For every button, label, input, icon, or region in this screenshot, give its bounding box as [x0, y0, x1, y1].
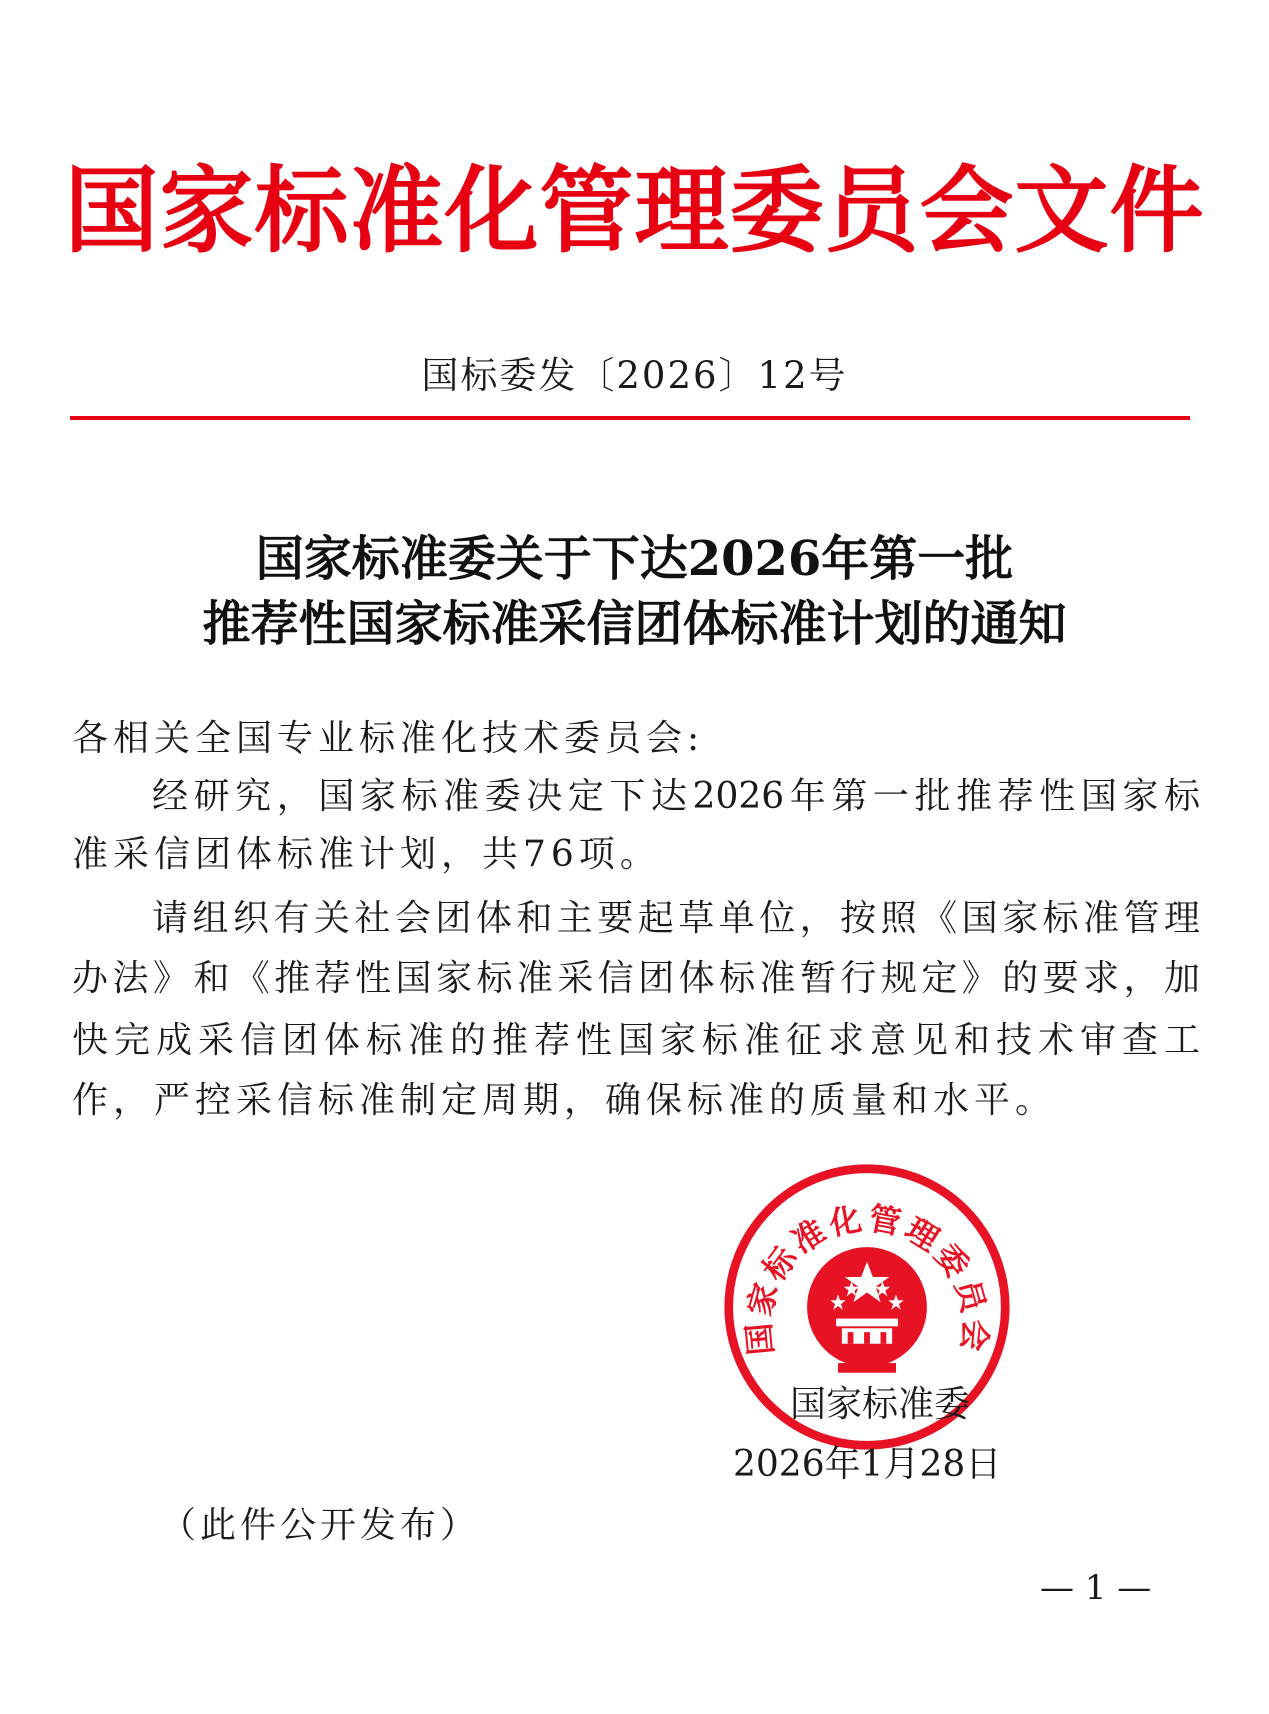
- header-banner: 国家标准化管理委员会文件: [64, 156, 1205, 266]
- paragraph-1-line-1: 经研究，国家标准委决定下达2026年第一批推荐性国家标: [152, 776, 1200, 817]
- national-emblem-icon: [807, 1247, 927, 1373]
- paragraph-2-line-2: 办法》和《推荐性国家标准采信团体标准暂行规定》的要求，加: [72, 958, 1200, 999]
- document-number: 国标委发〔2026〕12号: [421, 354, 848, 397]
- issue-date: 2026年1月28日: [733, 1444, 1002, 1485]
- red-divider: [70, 416, 1190, 420]
- page-number: — 1 —: [1040, 1568, 1152, 1608]
- public-release-note: （此件公开发布）: [160, 1505, 481, 1546]
- notice-title-line-2: 推荐性国家标准采信团体标准计划的通知: [202, 596, 1067, 652]
- paragraph-1-line-2: 准采信团体标准计划，共76项。: [72, 834, 661, 875]
- paragraph-2-line-4: 作，严控采信标准制定周期，确保标准的质量和水平。: [72, 1080, 1057, 1121]
- paragraph-2-line-3: 快完成采信团体标准的推荐性国家标准征求意见和技术审查工: [72, 1020, 1200, 1061]
- notice-title-line-1: 国家标准委关于下达2026年第一批: [255, 531, 1014, 587]
- seal-text: 国家标准化管理委员会: [739, 1199, 995, 1357]
- issuer-signature: 国家标准委: [790, 1384, 971, 1425]
- paragraph-2-line-1: 请组织有关社会团体和主要起草单位，按照《国家标准管理: [152, 898, 1200, 939]
- salutation: 各相关全国专业标准化技术委员会:: [72, 718, 705, 759]
